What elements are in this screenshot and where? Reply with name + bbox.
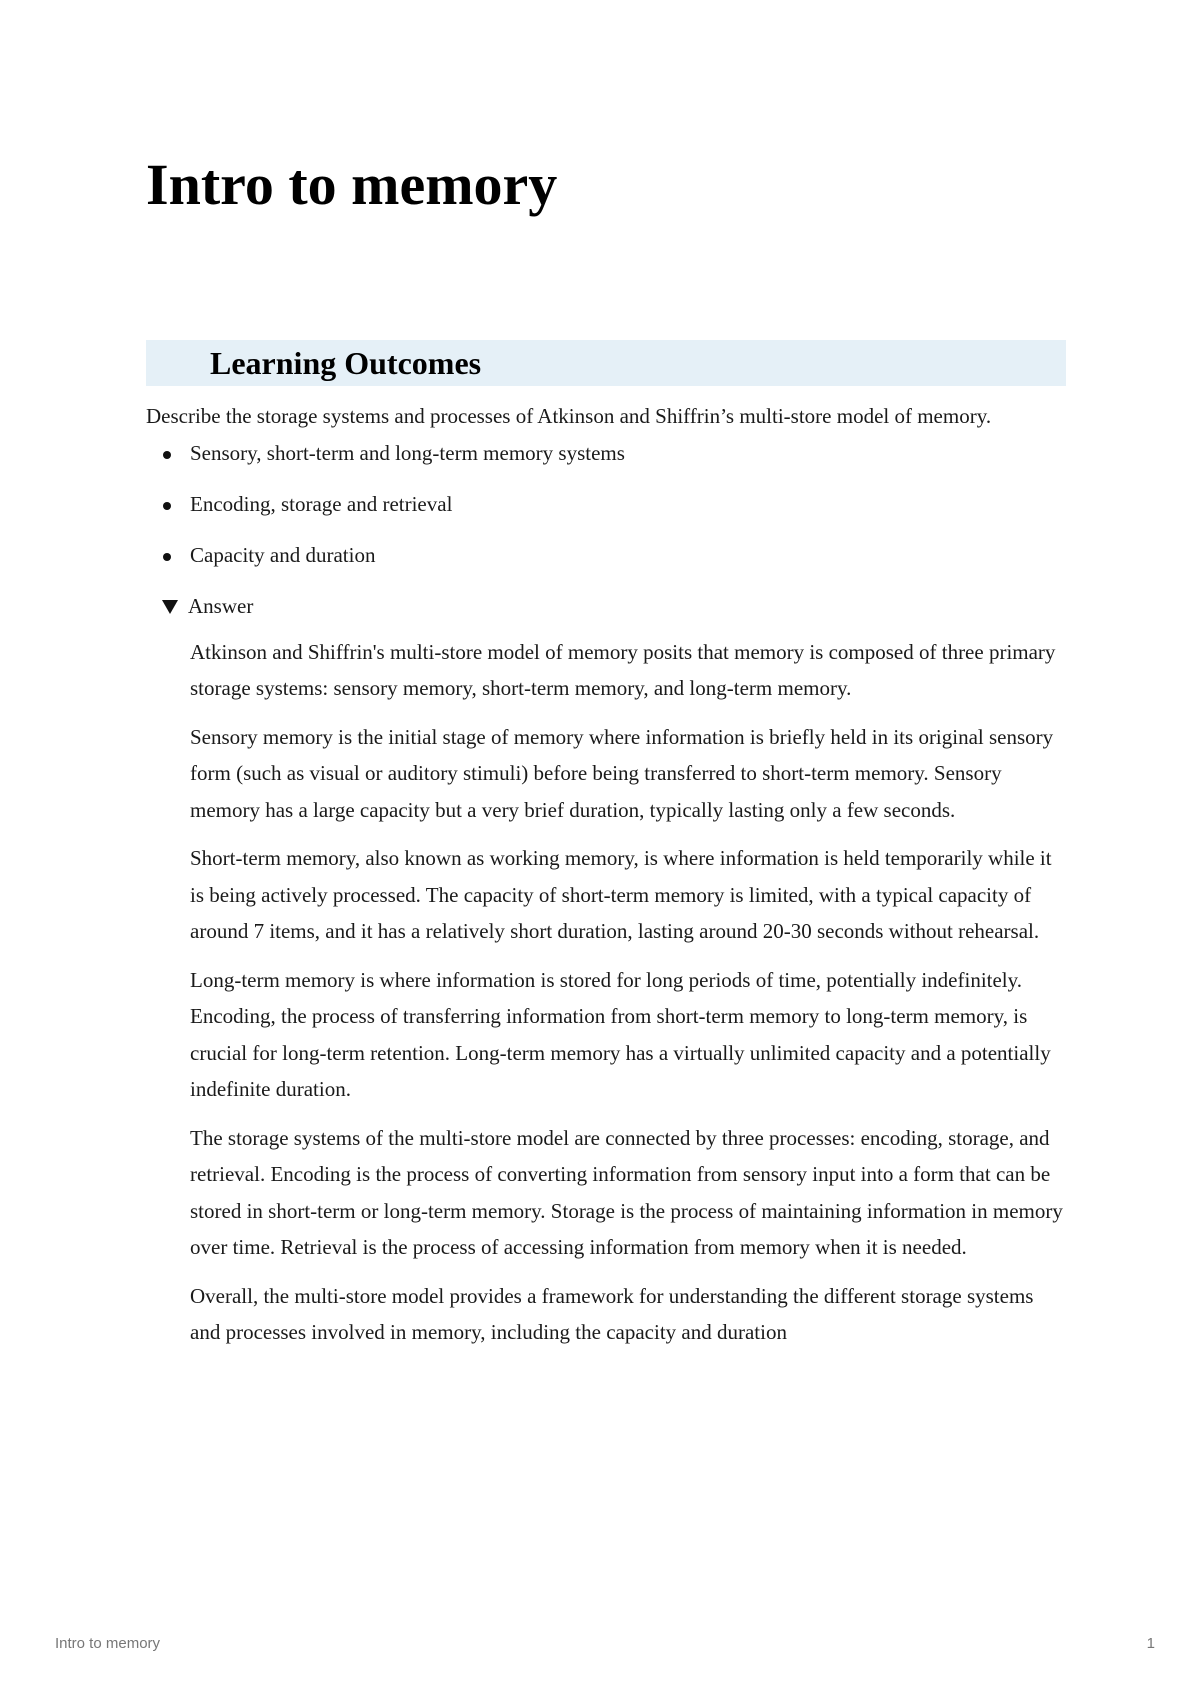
answer-toggle-block	[146, 588, 1066, 1351]
list-item-text: Encoding, storage and retrieval	[190, 491, 453, 516]
answer-paragraph: The storage systems of the multi-store model are connected by three processes: encoding, storage, and retrieval. Encoding is the process of converting information from sensory input into a form that can be stored in short-term or long-term memory. Storage is the process of maintaining information in memory over time. Retrieval is the process of accessing information from memory when it is needed.	[190, 1125, 1063, 1259]
learning-outcomes-intro: Describe the storage systems and processes of Atkinson and Shiffrin’s multi-store model of memory.	[146, 404, 992, 428]
footer-page-number: 1	[1146, 1635, 1155, 1652]
footer-document-title: Intro to memory	[55, 1635, 161, 1652]
answer-paragraph: Sensory memory is the initial stage of memory where information is briefly held in its original sensory form (such as visual or auditory stimuli) before being transferred to short-term memory. Sensory memory has a large capacity but a very brief duration, typically lasting only a few seconds.	[190, 724, 1054, 822]
answer-body	[146, 634, 1066, 1351]
list-item-text: Sensory, short-term and long-term memory systems	[190, 440, 625, 465]
list-item	[190, 486, 1066, 522]
answer-paragraph: Short-term memory, also known as working memory, is where information is held temporarily while it is being actively processed. The capacity of short-term memory is limited, with a typical capacity of around 7 items, and it has a relatively short duration, lasting around 20-30 seconds without rehearsal.	[190, 846, 1052, 943]
learning-outcomes-header	[146, 340, 1066, 386]
bullet-icon	[163, 502, 171, 510]
answer-paragraph: Overall, the multi-store model provides a framework for understanding the different storage systems and processes involved in memory, including the capacity and duration	[190, 1283, 1034, 1344]
answer-paragraph: Long-term memory is where information is stored for long periods of time, potentially indefinitely. Encoding, the process of transferring information from short-term memory to long-term memory, is crucial for long-term retention. Long-term memory has a virtually unlimited capacity and a potentially indefinite duration.	[190, 967, 1051, 1101]
bullet-icon	[163, 451, 171, 459]
page-title: Intro to memory	[146, 152, 558, 217]
answer-toggle-label[interactable]: Answer	[188, 593, 254, 618]
bullet-icon	[163, 553, 171, 561]
answer-paragraph: Atkinson and Shiffrin's multi-store model of memory posits that memory is composed of three primary storage systems: sensory memory, short-term memory, and long-term memory.	[190, 639, 1056, 700]
list-item	[190, 435, 1066, 471]
page-content	[146, 398, 1066, 1363]
list-item-text: Capacity and duration	[190, 542, 376, 567]
list-item	[190, 537, 1066, 573]
outcomes-list	[146, 435, 1066, 573]
triangle-down-icon[interactable]	[162, 600, 178, 614]
section-title: Learning Outcomes	[210, 345, 482, 381]
answer-toggle[interactable]	[146, 588, 1066, 624]
